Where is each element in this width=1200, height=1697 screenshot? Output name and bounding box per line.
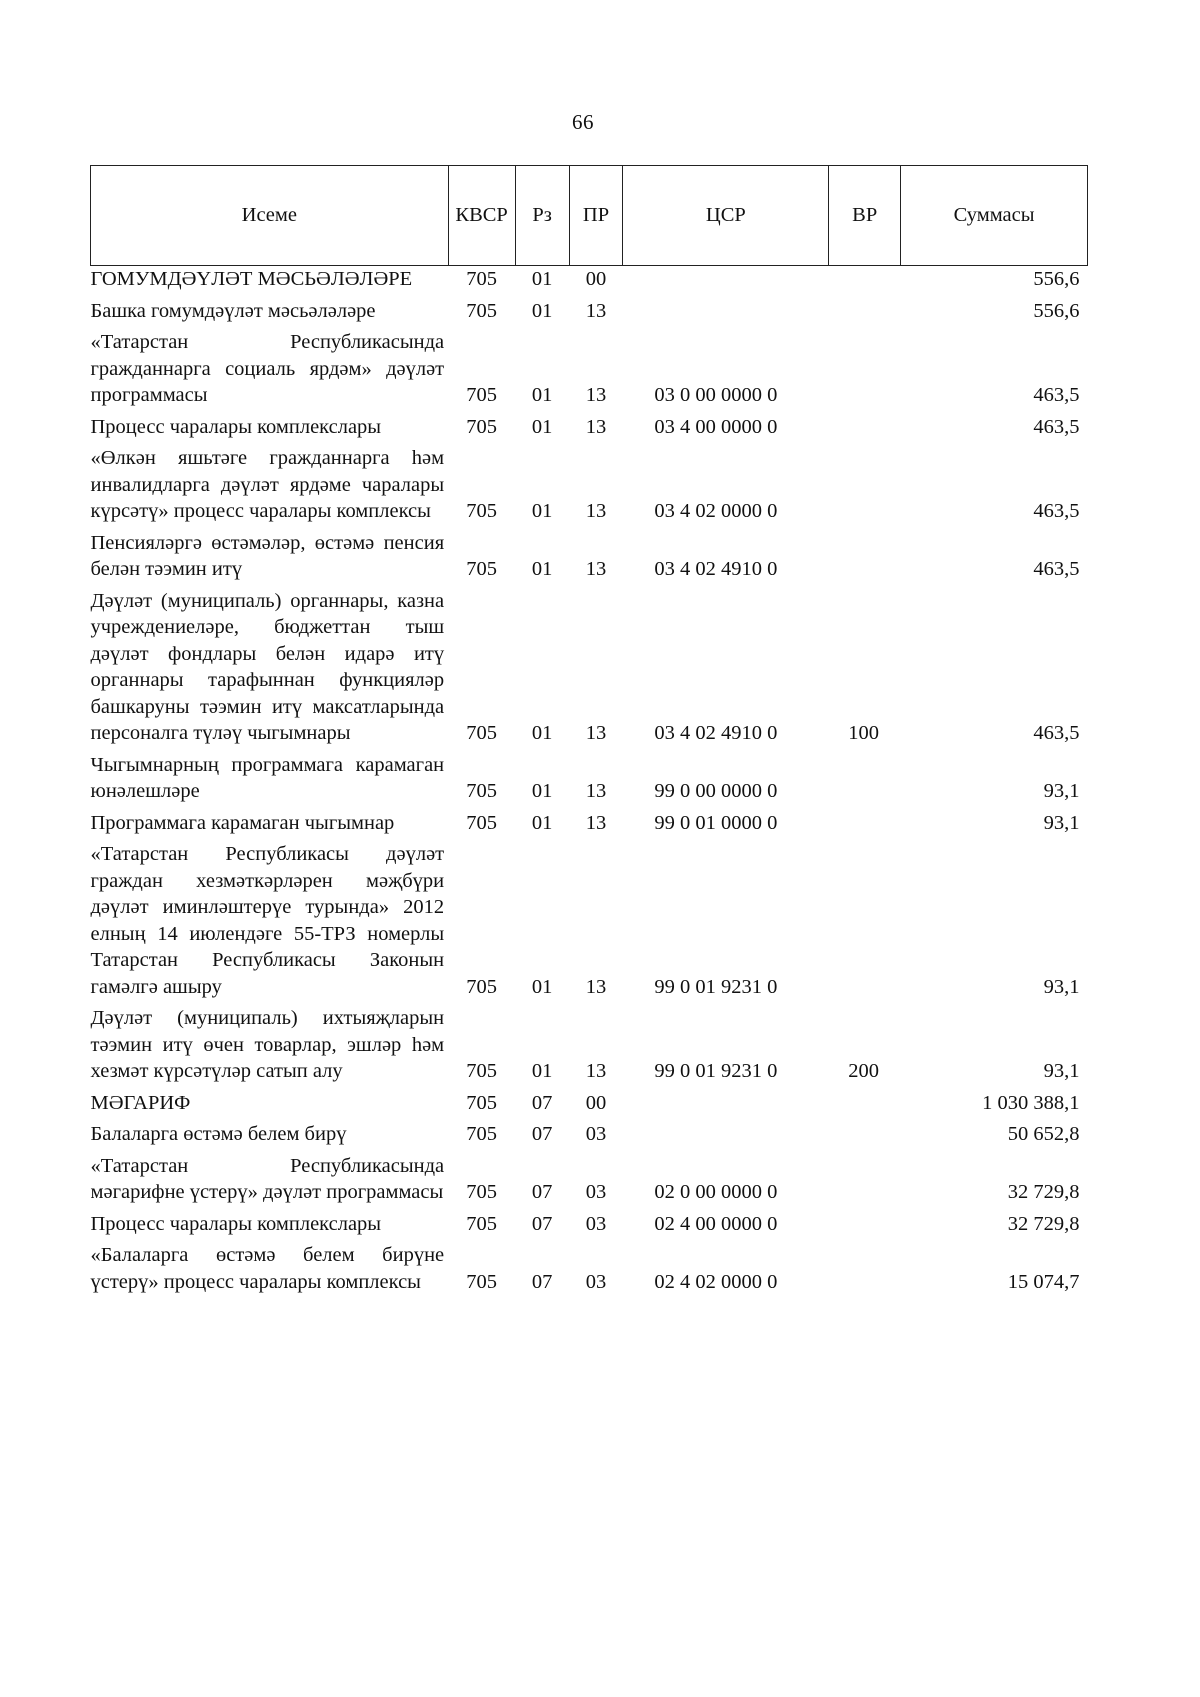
header-pr: ПР	[569, 166, 623, 266]
cell-kvsr: 705	[466, 1091, 497, 1114]
cell-rz: 07	[531, 1270, 553, 1293]
cell-vr	[829, 1085, 901, 1117]
cell-pr: 13	[585, 780, 607, 802]
cell-pr: 03	[585, 1123, 607, 1145]
cell-name: Чыгымнарның программага карамаган юнәлешләре	[90, 753, 445, 802]
cell-sum: 93,1	[1043, 1060, 1080, 1082]
cell-csr: 99 0 00 0000 0	[654, 780, 778, 802]
cell-rz: 01	[531, 811, 553, 834]
cell-rz: 07	[531, 1123, 553, 1145]
cell-rz: 01	[531, 780, 553, 802]
cell-kvsr: 705	[466, 500, 497, 522]
header-vr: ВР	[829, 166, 901, 266]
cell-rz: 01	[531, 384, 553, 406]
cell-csr: 03 4 02 4910 0	[654, 558, 778, 580]
cell-sum: 1 030 388,1	[982, 1091, 1080, 1114]
cell-kvsr: 705	[466, 1123, 497, 1145]
cell-pr: 13	[585, 1060, 607, 1082]
cell-pr: 13	[585, 722, 607, 744]
cell-vr	[829, 1116, 901, 1148]
cell-csr: 99 0 01 0000 0	[654, 811, 778, 834]
header-kvsr: КВСР	[448, 166, 515, 266]
cell-vr	[829, 409, 901, 441]
cell-vr	[829, 1237, 901, 1295]
cell-kvsr: 705	[466, 268, 497, 290]
cell-vr	[829, 1148, 901, 1206]
cell-rz: 01	[531, 1060, 553, 1082]
cell-csr	[623, 293, 829, 325]
cell-sum: 93,1	[1043, 811, 1080, 834]
cell-pr: 13	[585, 500, 607, 522]
header-sum: Суммасы	[901, 166, 1088, 266]
cell-name: «Балаларга өстәмә белем бирүне үстерү» процесс чаралары комплексы	[90, 1244, 445, 1293]
cell-csr	[623, 266, 829, 293]
cell-kvsr: 705	[466, 975, 497, 998]
cell-vr: 200	[848, 1060, 880, 1082]
cell-pr: 13	[585, 558, 607, 580]
cell-sum: 556,6	[1033, 299, 1080, 322]
cell-vr	[829, 1206, 901, 1238]
budget-table	[90, 165, 1088, 1295]
cell-kvsr: 705	[466, 1181, 497, 1203]
cell-sum: 93,1	[1043, 975, 1080, 998]
cell-csr	[623, 1116, 829, 1148]
cell-vr	[829, 805, 901, 837]
cell-name: «Татарстан Республикасында мәгарифне үстерү» дәүләт программасы	[90, 1154, 445, 1203]
header-name: Исеме	[91, 166, 449, 266]
cell-kvsr: 705	[466, 415, 497, 438]
table-row	[91, 1148, 1088, 1206]
table-row	[91, 1000, 1088, 1085]
cell-pr: 00	[585, 1091, 607, 1114]
cell-sum: 463,5	[1033, 722, 1080, 744]
table-row	[91, 805, 1088, 837]
cell-csr: 03 4 02 4910 0	[654, 722, 778, 744]
cell-kvsr: 705	[466, 780, 497, 802]
cell-csr: 99 0 01 9231 0	[654, 1060, 778, 1082]
page-number: 66	[572, 110, 594, 134]
cell-pr: 13	[585, 811, 607, 834]
table-row	[91, 266, 1088, 293]
cell-sum: 50 652,8	[1007, 1123, 1080, 1145]
cell-kvsr: 705	[466, 558, 497, 580]
cell-kvsr: 705	[466, 299, 497, 322]
cell-name: Башка гомумдәүләт мәсьәләләре	[90, 299, 376, 322]
cell-vr	[829, 525, 901, 583]
cell-sum: 556,6	[1033, 268, 1080, 290]
cell-csr: 02 0 00 0000 0	[654, 1181, 778, 1203]
cell-rz: 07	[531, 1212, 553, 1235]
cell-kvsr: 705	[466, 722, 497, 744]
cell-sum: 463,5	[1033, 558, 1080, 580]
table-row	[91, 836, 1088, 1000]
cell-csr: 02 4 00 0000 0	[654, 1212, 778, 1235]
table-row	[91, 1206, 1088, 1238]
cell-name: Процесс чаралары комплекслары	[90, 415, 382, 438]
cell-name: ГОМУМДӘҮЛӘТ МӘСЬӘЛӘЛӘРЕ	[90, 268, 413, 290]
cell-name: «Татарстан Республикасында гражданнарга социаль ярдәм» дәүләт программасы	[90, 331, 445, 406]
cell-pr: 13	[585, 415, 607, 438]
cell-sum: 32 729,8	[1007, 1181, 1080, 1203]
cell-name: Дәүләт (муниципаль) органнары, казна учреждениеләре, бюджеттан тыш дәүләт фондлары белән идарә итү органнары тарафыннан функцияләр башкаруны тәэмин итү максатларында персоналга түләү чыгымнары	[90, 589, 445, 744]
cell-kvsr: 705	[466, 1212, 497, 1235]
cell-rz: 01	[531, 415, 553, 438]
cell-name: «Өлкән яшьтәге гражданнарга һәм инвалидларга дәүләт ярдәме чаралары күрсәтү» процесс чаралары комплексы	[90, 447, 445, 522]
cell-sum: 463,5	[1033, 384, 1080, 406]
cell-name: Процесс чаралары комплекслары	[90, 1212, 382, 1235]
cell-vr	[829, 266, 901, 293]
cell-vr	[829, 747, 901, 805]
cell-csr	[623, 1085, 829, 1117]
table-row	[91, 525, 1088, 583]
cell-csr: 02 4 02 0000 0	[654, 1270, 778, 1293]
cell-rz: 07	[531, 1091, 553, 1114]
cell-pr: 00	[585, 268, 607, 290]
table-row	[91, 409, 1088, 441]
header-row	[91, 166, 1088, 266]
table-row	[91, 293, 1088, 325]
cell-kvsr: 705	[466, 1270, 497, 1293]
cell-vr	[829, 836, 901, 1000]
header-rz: Рз	[515, 166, 569, 266]
cell-rz: 01	[531, 558, 553, 580]
cell-pr: 03	[585, 1212, 607, 1235]
cell-kvsr: 705	[466, 384, 497, 406]
table-row	[91, 440, 1088, 525]
table-row	[91, 1116, 1088, 1148]
cell-pr: 03	[585, 1270, 607, 1293]
table-row	[91, 1237, 1088, 1295]
cell-name: «Татарстан Республикасы дәүләт граждан хезмәткәрләрен мәҗбүри дәүләт иминләштерүе турында» 2012 елның 14 июлендәге 55-ТРЗ номерлы Татарстан Республикасы Законын гамәлгә ашыру	[90, 843, 445, 998]
cell-rz: 01	[531, 500, 553, 522]
table-row	[91, 747, 1088, 805]
cell-rz: 01	[531, 975, 553, 998]
cell-vr	[829, 440, 901, 525]
cell-name: Дәүләт (муниципаль) ихтыяҗларын тәэмин итү өчен товарлар, эшләр һәм хезмәт күрсәтүләр сатып алу	[90, 1007, 445, 1082]
cell-pr: 13	[585, 384, 607, 406]
cell-rz: 01	[531, 268, 553, 290]
cell-rz: 01	[531, 722, 553, 744]
cell-rz: 01	[531, 299, 553, 322]
cell-sum: 463,5	[1033, 415, 1080, 438]
cell-name: Пенсияләргә өстәмәләр, өстәмә пенсия белән тәэмин итү	[90, 531, 445, 580]
cell-name: Балаларга өстәмә белем бирү	[90, 1123, 347, 1145]
table-row	[91, 1085, 1088, 1117]
cell-vr: 100	[848, 722, 880, 744]
cell-kvsr: 705	[466, 811, 497, 834]
cell-csr: 03 4 02 0000 0	[654, 500, 778, 522]
cell-name: Программага карамаган чыгымнар	[90, 811, 395, 834]
table-row	[91, 324, 1088, 409]
cell-sum: 463,5	[1033, 500, 1080, 522]
cell-csr: 03 0 00 0000 0	[654, 384, 778, 406]
cell-sum: 93,1	[1043, 780, 1080, 802]
cell-pr: 13	[585, 299, 607, 322]
cell-kvsr: 705	[466, 1060, 497, 1082]
cell-vr	[829, 324, 901, 409]
cell-name: МӘГАРИФ	[90, 1091, 191, 1114]
cell-vr	[829, 293, 901, 325]
cell-csr: 03 4 00 0000 0	[654, 415, 778, 438]
table-row	[91, 583, 1088, 747]
cell-csr: 99 0 01 9231 0	[654, 975, 778, 998]
cell-pr: 13	[585, 975, 607, 998]
cell-pr: 03	[585, 1181, 607, 1203]
cell-sum: 15 074,7	[1007, 1270, 1080, 1293]
cell-rz: 07	[531, 1181, 553, 1203]
header-csr: ЦСР	[623, 166, 829, 266]
cell-sum: 32 729,8	[1007, 1212, 1080, 1235]
